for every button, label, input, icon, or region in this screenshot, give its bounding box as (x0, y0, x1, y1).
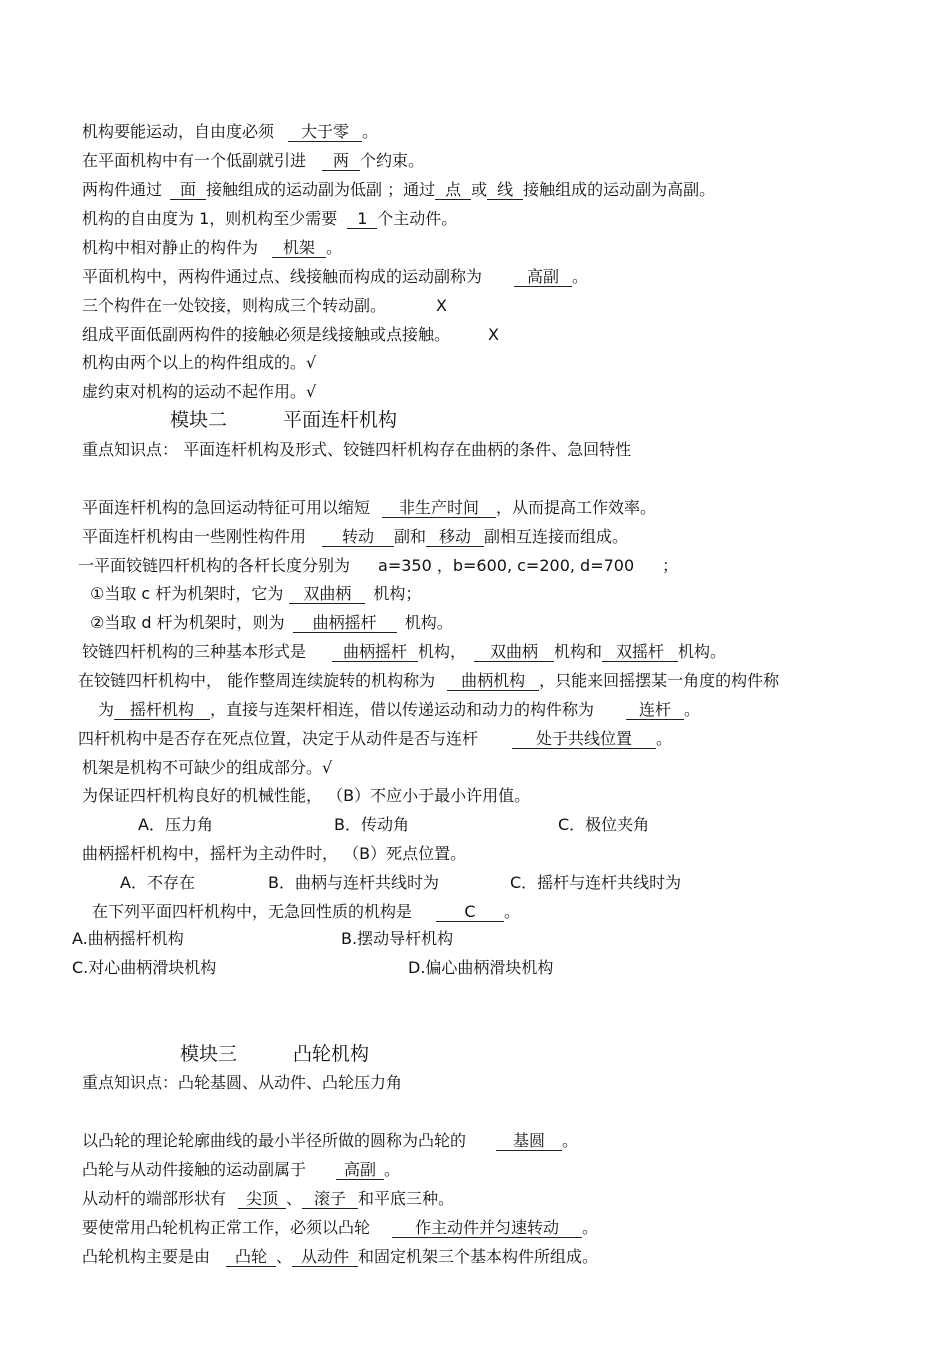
answer-blank: 摇杆机构 (114, 701, 210, 720)
m2-q3: 一平面铰链四杆机构的各杆长度分别为 a=350 ，b=600, c=200, d=700 ； (78, 556, 679, 575)
answer-blank: 大于零 (288, 123, 362, 142)
answer-blank: 1 (347, 210, 377, 229)
m1-q7: 三个构件在一处铰接，则构成三个转动副。 X (82, 296, 447, 315)
answer-blank: 曲柄机构 (447, 672, 539, 691)
answer-blank: 从动件 (292, 1248, 358, 1267)
m2-q8-opt-b: B．传动角 (334, 815, 409, 834)
answer-blank: 高副 (514, 268, 572, 287)
judgement-mark: X (488, 325, 499, 344)
key-points: 重点知识点： 平面连杆机构及形式、铰链四杆机构存在曲柄的条件、急回特性 (82, 440, 632, 459)
m2-q9-opt-a: A．不存在 (120, 873, 195, 892)
answer-blank: 作主动件并匀速转动 (392, 1219, 582, 1238)
m2-q8: 为保证四杆机构良好的机械性能， （B）不应小于最小许用值。 (82, 786, 531, 805)
judgement-mark: X (436, 296, 447, 315)
m3-q3: 从动杆的端部形状有 尖顶 、 滚子 和平底三种。 (82, 1189, 455, 1208)
answer-blank: 两 (322, 152, 360, 171)
answer-blank: 曲柄摇杆 (332, 643, 418, 662)
answer-blank: 线 (487, 181, 523, 200)
m2-q10-opt-c: C.对心曲柄滑块机构 (72, 958, 217, 977)
answer-blank: 双曲柄 (289, 585, 365, 604)
m3-q1: 以凸轮的理论轮廓曲线的最小半径所做的圆称为凸轮的 基圆 。 (82, 1131, 579, 1150)
answer-blank: 双曲柄 (474, 643, 554, 662)
m2-q10-opt-d: D.偏心曲柄滑块机构 (408, 958, 554, 977)
m2-q5: 在铰链四杆机构中， 能作整周连续旋转的机构称为 曲柄机构 ，只能来回摇摆某一角度的构件称 (78, 671, 780, 690)
answer-blank: 基圆 (496, 1132, 562, 1151)
m1-q9: 机构由两个以上的构件组成的。√ (82, 353, 317, 372)
m2-q8-opt-c: C．极位夹角 (558, 815, 650, 834)
m2-q3a: ①当取 c 杆为机架时，它为 双曲柄 机构； (90, 584, 422, 603)
module-title: 模块三 凸轮机构 (180, 1043, 370, 1065)
answer-blank: 尖顶 (238, 1190, 286, 1209)
answer-blank: 转动 (322, 528, 394, 547)
m3-q2: 凸轮与从动件接触的运动副属于 高副 。 (82, 1160, 401, 1179)
m1-q4: 机构的自由度为 1，则机构至少需要 1 个主动件。 (82, 209, 458, 228)
m2-q4: 铰链四杆机构的三种基本形式是 曲柄摇杆 机构， 双曲柄 机构和 双摇杆 机构。 (82, 642, 727, 661)
m2-q3b: ②当取 d 杆为机架时，则为 曲柄摇杆 机构。 (90, 613, 453, 632)
m1-q8: 组成平面低副两构件的接触必须是线接触或点接触。 X (82, 325, 499, 344)
m2-q9: 曲柄摇杆机构中，摇杆为主动件时， （B）死点位置。 (82, 844, 467, 863)
m2-q1: 平面连杆机构的急回运动特征可用以缩短 非生产时间 ，从而提高工作效率。 (82, 498, 657, 517)
m2-q6: 四杆机构中是否存在死点位置，决定于从动件是否与连杆 处于共线位置 。 (78, 729, 673, 748)
answer-blank: 滚子 (302, 1190, 358, 1209)
answer-blank: 机架 (272, 239, 326, 258)
answer-blank: 凸轮 (226, 1248, 276, 1267)
m2-q8-opt-a: A．压力角 (138, 815, 213, 834)
m2-q5b: 为 摇杆机构 ，直接与连架杆相连，借以传递运动和动力的构件称为 连杆 。 (98, 700, 701, 719)
m2-q9-opt-c: C．摇杆与连杆共线时为 (510, 873, 682, 892)
m2-q7: 机架是机构不可缺少的组成部分。√ (82, 758, 333, 777)
key-points: 重点知识点：凸轮基圆、从动件、凸轮压力角 (82, 1073, 403, 1092)
m2-q10-opt-b: B.摆动导杆机构 (341, 929, 454, 948)
m1-q1: 机构要能运动，自由度必须 大于零 。 (82, 122, 379, 141)
answer-blank: 点 (435, 181, 471, 200)
answer-blank: 连杆 (626, 701, 684, 720)
answer-blank: C (436, 903, 504, 922)
m3-q4: 要使常用凸轮机构正常工作，必须以凸轮 作主动件并匀速转动 。 (82, 1218, 599, 1237)
m3-q5: 凸轮机构主要是由 凸轮 、 从动件 和固定机架三个基本构件所组成。 (82, 1247, 599, 1266)
answer-blank: 移动 (426, 528, 484, 547)
answer-blank: 非生产时间 (382, 499, 496, 518)
m1-q10: 虚约束对机构的运动不起作用。√ (82, 382, 317, 401)
answer-blank: 双摇杆 (602, 643, 678, 662)
m2-q10: 在下列平面四杆机构中，无急回性质的机构是 C 。 (92, 902, 521, 921)
answer-blank: 高副 (336, 1161, 384, 1180)
m2-q9-opt-b: B．曲柄与连杆共线时为 (268, 873, 439, 892)
m2-q10-opt-a: A.曲柄摇杆机构 (72, 929, 184, 948)
m1-q3: 两构件通过 面 接触组成的运动副为低副 ；通过 点 或 线 接触组成的运动副为高副。 (82, 180, 716, 199)
m1-q2: 在平面机构中有一个低副就引进 两 个约束。 (82, 151, 425, 170)
answer-blank: 曲柄摇杆 (293, 614, 397, 633)
answer-blank: 处于共线位置 (512, 730, 656, 749)
module-title: 模块二 平面连杆机构 (170, 409, 398, 431)
m1-q6: 平面机构中，两构件通过点、线接触而构成的运动副称为 高副 。 (82, 267, 589, 286)
answer-blank: 面 (170, 181, 206, 200)
m1-q5: 机构中相对静止的构件为 机架 。 (82, 238, 343, 257)
m2-q2: 平面连杆机构由一些刚性构件用 转动 副和 移动 副相互连接而组成。 (82, 527, 629, 546)
